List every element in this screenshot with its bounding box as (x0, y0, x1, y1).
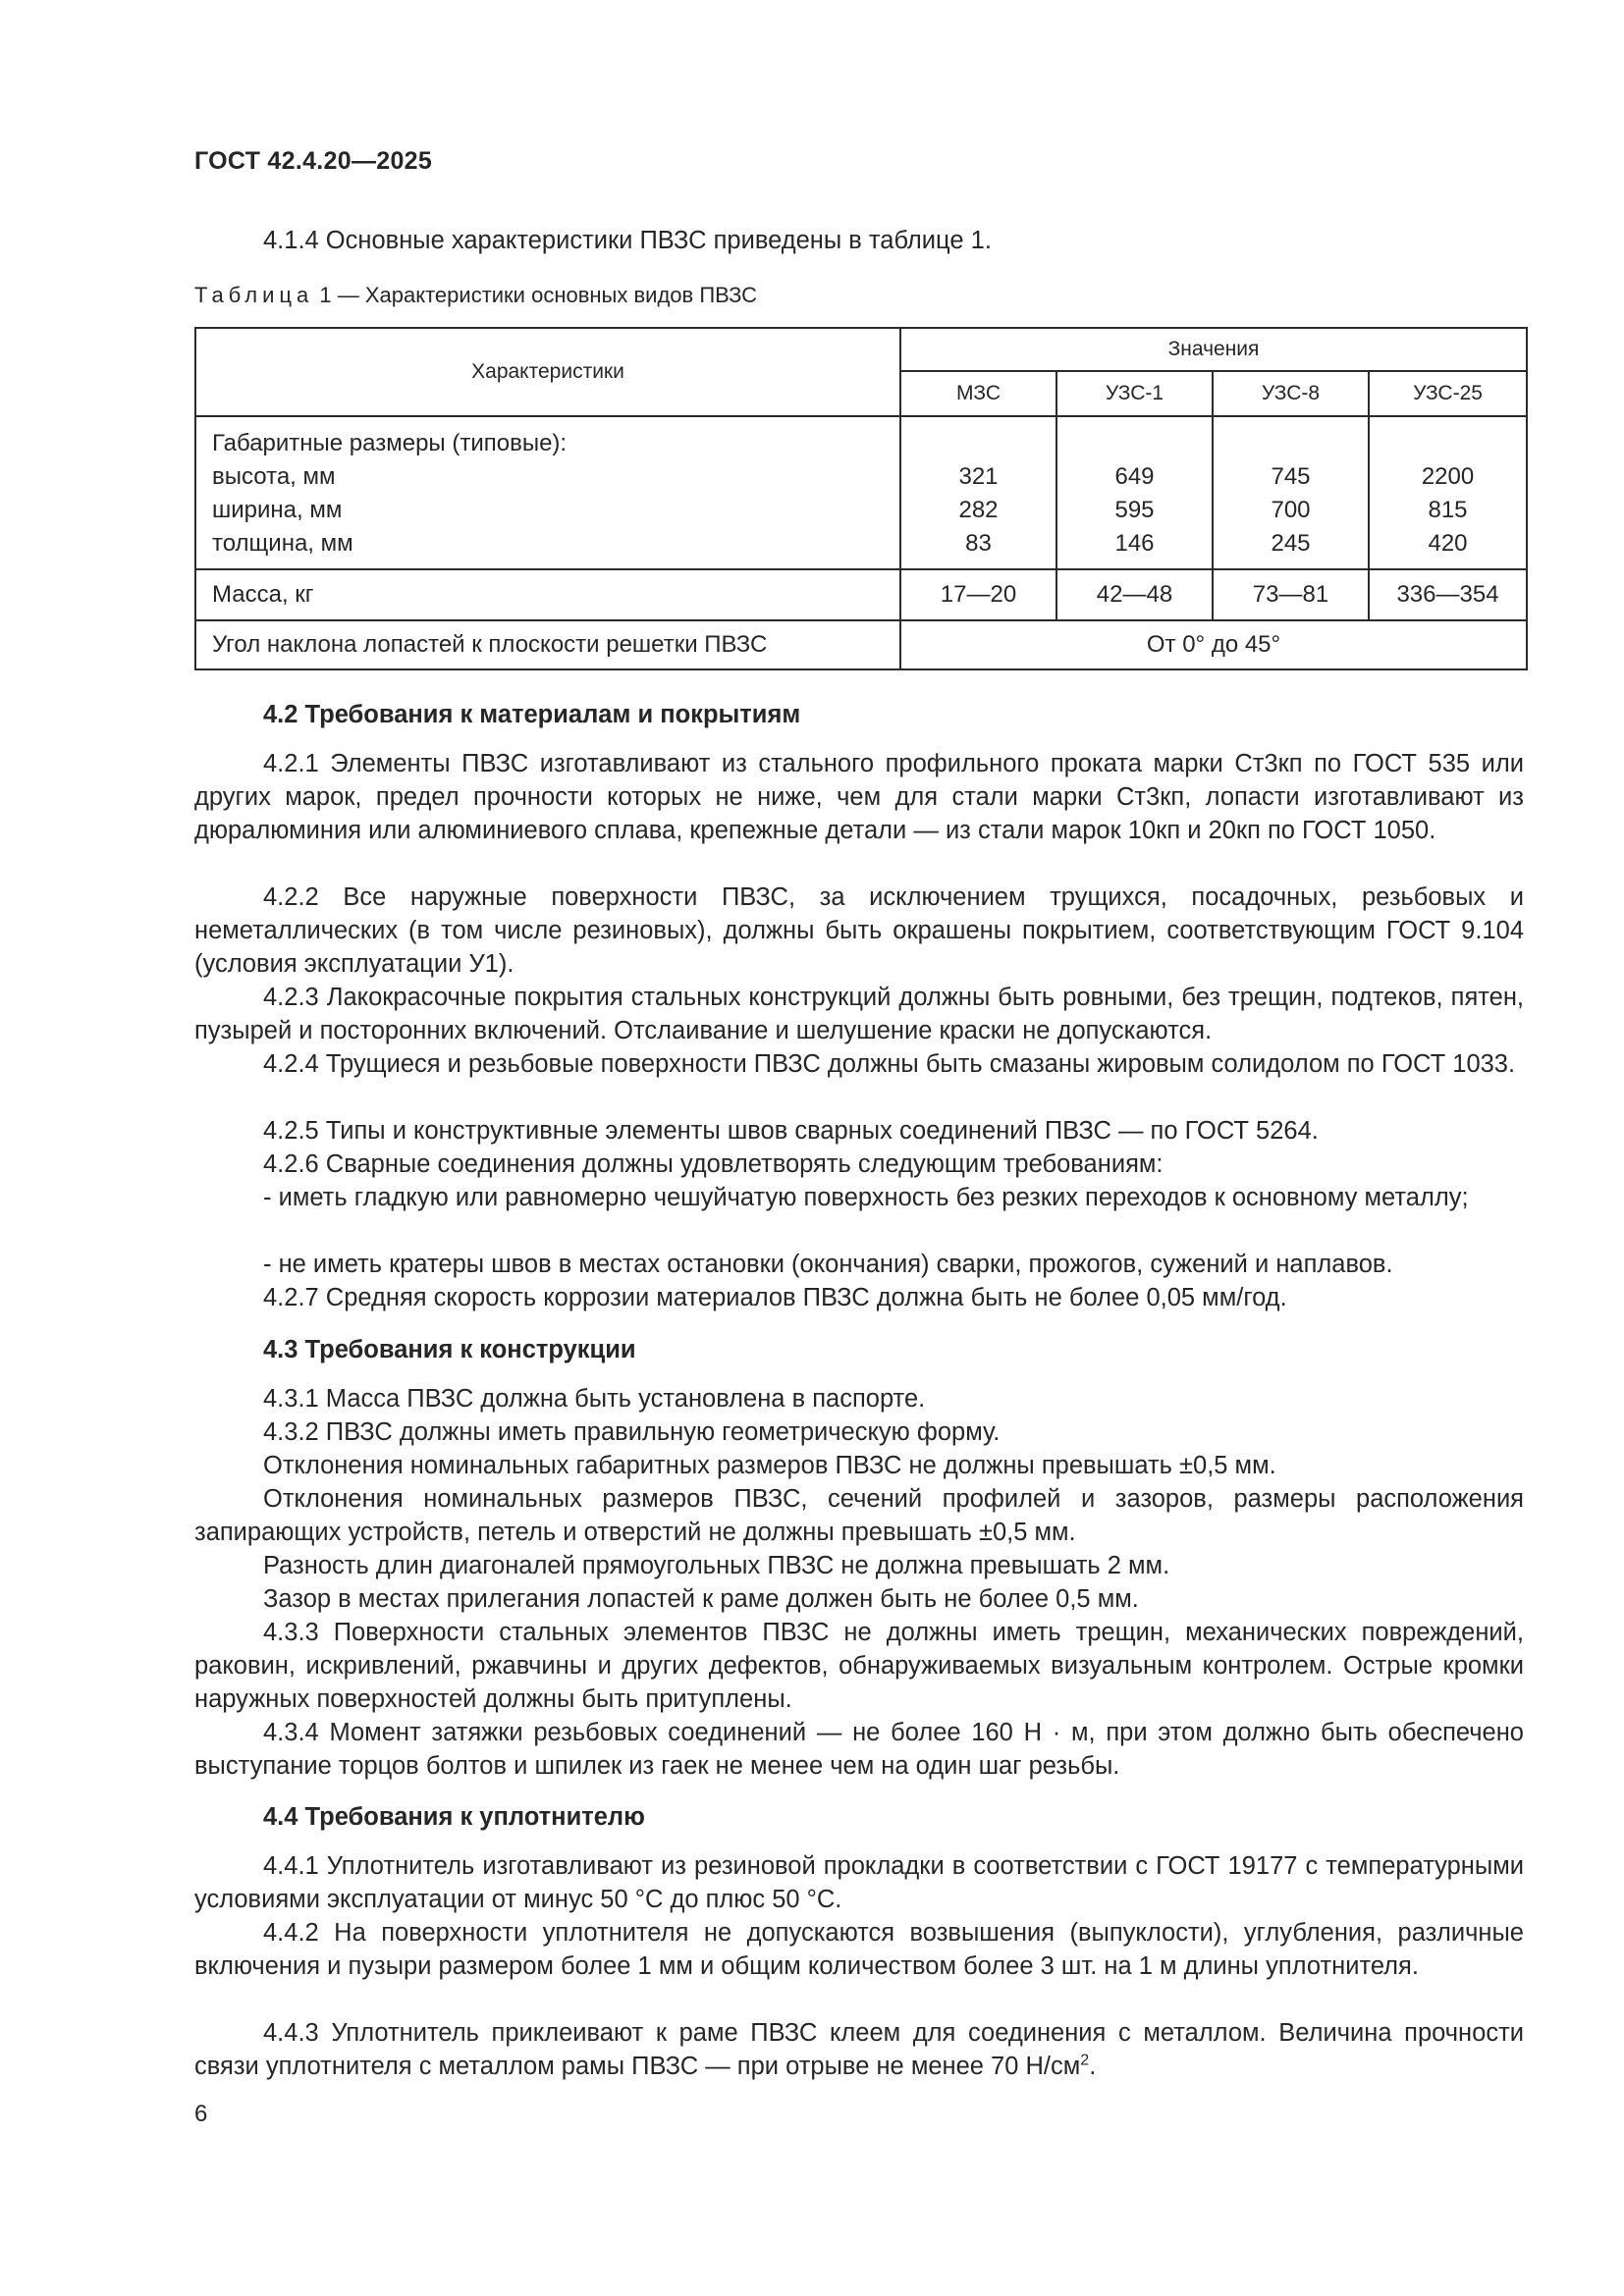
cell-value: 700 (1271, 497, 1311, 523)
paragraph: 4.2.7 Средняя скорость коррозии материалов ПВЗС должна быть не более 0,05 мм/год. (263, 1284, 1287, 1311)
paragraph: 4.2.6 Сварные соединения должны удовлетворять следующим требованиям: (263, 1150, 1164, 1178)
superscript: 2 (1080, 2052, 1090, 2069)
cell-value: 595 (1114, 497, 1155, 523)
dimension-label: ширина, мм (212, 497, 343, 523)
cell-value: 815 (1428, 497, 1468, 523)
characteristics-table (194, 327, 1528, 670)
paragraph-end: . (1089, 2053, 1097, 2080)
paragraph: 4.3.2 ПВЗС должны иметь правильную геометрическую форму. (263, 1418, 1001, 1446)
table-caption-text: 1 — Характеристики основных видов ПВЗС (319, 283, 757, 307)
cell-value: 146 (1114, 530, 1155, 557)
page-number: 6 (194, 2101, 208, 2127)
paragraph: 4.4.1 Уплотнитель изготавливают из резиновой прокладки в соответствии с ГОСТ 19177 с температурными условиями эксплуатации от минус 50 °C до плюс 50 °C. (194, 1852, 1524, 1913)
cell-value: 420 (1428, 530, 1468, 557)
paragraph: - не иметь кратеры швов в местах остановки (окончания) сварки, прожогов, сужений и наплавов. (263, 1251, 1393, 1278)
cell-value: 83 (965, 530, 992, 557)
dimensions-labels (195, 416, 900, 569)
paragraph: 4.2.1 Элементы ПВЗС изготавливают из стального профильного проката марки Ст3кп по ГОСТ 535 или других марок, предел прочности которых не ниже, чем для стали марки Ст3кп, лопасти изготавливают из дюралюминия или алюминиевого сплава, крепежные детали — из стали марок 10кп и 20кп по ГОСТ 1050. (194, 750, 1524, 844)
angle-label: Угол наклона лопастей к плоскости решетки ПВЗС (195, 620, 900, 669)
cell-value: 42—48 (1056, 569, 1213, 620)
cell-value: 282 (958, 497, 999, 523)
paragraph: 4.3.4 Момент затяжки резьбовых соединений — не более 160 Н · м, при этом должно быть обеспечено выступание торцов болтов и шпилек из гаек не менее чем на один шаг резьбы. (194, 1719, 1524, 1780)
dimensions-values (1056, 416, 1213, 569)
paragraph: 4.4.2 На поверхности уплотнителя не допускаются возвышения (выпуклости), углубления, различные включения и пузыри размером более 1 мм и общим количеством более 3 шт. на 1 м длины уплотнителя. (194, 1919, 1524, 1980)
paragraph: 4.3.3 Поверхности стальных элементов ПВЗС не должны иметь трещин, механических повреждений, раковин, искривлений, ржавчины и других дефектов, обнаруживаемых визуальным контролем. Острые кромки наружных поверхностей должны быть притуплены. (194, 1619, 1524, 1713)
table-caption (194, 281, 757, 310)
header-type: УЗС-8 (1213, 371, 1369, 416)
paragraph: 4.2.2 Все наружные поверхности ПВЗС, за исключением трущихся, посадочных, резьбовых и неметаллических (в том числе резиновых), должны быть окрашены покрытием, соответствующим ГОСТ 9.104 (условия эксплуатации У1). (194, 883, 1524, 978)
cell-value: 649 (1114, 463, 1155, 490)
mass-label: Масса, кг (195, 569, 900, 620)
cell-value: 2200 (1421, 463, 1475, 490)
header-values: Значения (900, 328, 1527, 371)
paragraph: Зазор в местах прилегания лопастей к раме должен быть не более 0,5 мм. (263, 1585, 1139, 1613)
cell-value: 17—20 (900, 569, 1056, 620)
cell-value: 73—81 (1213, 569, 1369, 620)
cell-value: 745 (1271, 463, 1311, 490)
section-heading-4-2: 4.2 Требования к материалам и покрытиям (263, 701, 801, 728)
dimensions-values (900, 416, 1056, 569)
header-type: УЗС-1 (1056, 371, 1213, 416)
header-characteristics: Характеристики (195, 328, 900, 416)
paragraph: - иметь гладкую или равномерно чешуйчатую поверхность без резких переходов к основному металлу; (263, 1184, 1469, 1211)
cell-value: 245 (1271, 530, 1311, 557)
cell-value: 321 (958, 463, 999, 490)
dimensions-values (1369, 416, 1527, 569)
paragraph-text: 4.4.3 Уплотнитель приклеивают к раме ПВЗС клеем для соединения с металлом. Величина прочности связи уплотнителя с металлом рамы ПВЗС — при отрыве не менее 70 Н/см (194, 2019, 1524, 2080)
paragraph-with-superscript (194, 2016, 1524, 2083)
dimensions-values (1213, 416, 1369, 569)
paragraph: Отклонения номинальных габаритных размеров ПВЗС не должны превышать ±0,5 мм. (263, 1452, 1276, 1479)
dimension-label: высота, мм (212, 463, 336, 490)
paragraph: 4.2.3 Лакокрасочные покрытия стальных конструкций должны быть ровными, без трещин, подтеков, пятен, пузырей и посторонних включений. Отслаивание и шелушение краски не допускаются. (194, 984, 1524, 1044)
section-heading-4-3: 4.3 Требования к конструкции (263, 1336, 636, 1363)
cell-value: 336—354 (1369, 569, 1527, 620)
mass-row (195, 569, 1527, 620)
dimensions-row (195, 416, 1527, 569)
section-heading-4-4: 4.4 Требования к уплотнителю (263, 1803, 645, 1831)
header-type: УЗС-25 (1369, 371, 1527, 416)
table-caption-label: Таблица (194, 283, 314, 307)
paragraph: 4.3.1 Масса ПВЗС должна быть установлена в паспорте. (263, 1385, 926, 1413)
angle-value: От 0° до 45° (900, 620, 1527, 669)
intro-paragraph: 4.1.4 Основные характеристики ПВЗС приведены в таблице 1. (263, 227, 992, 254)
angle-row (195, 620, 1527, 669)
paragraph: Отклонения номинальных размеров ПВЗС, сечений профилей и зазоров, размеры расположения запирающих устройств, петель и отверстий не должны превышать ±0,5 мм. (194, 1485, 1524, 1546)
document-code: ГОСТ 42.4.20—2025 (194, 147, 433, 175)
header-type: МЗС (900, 371, 1056, 416)
dimensions-title: Габаритные размеры (типовые): (212, 430, 568, 456)
paragraph: 4.2.4 Трущиеся и резьбовые поверхности ПВЗС должны быть смазаны жировым солидолом по ГОСТ 1033. (263, 1050, 1516, 1078)
paragraph: 4.2.5 Типы и конструктивные элементы швов сварных соединений ПВЗС — по ГОСТ 5264. (263, 1117, 1319, 1145)
dimension-label: толщина, мм (212, 530, 353, 557)
paragraph: Разность длин диагоналей прямоугольных ПВЗС не должна превышать 2 мм. (263, 1552, 1170, 1579)
